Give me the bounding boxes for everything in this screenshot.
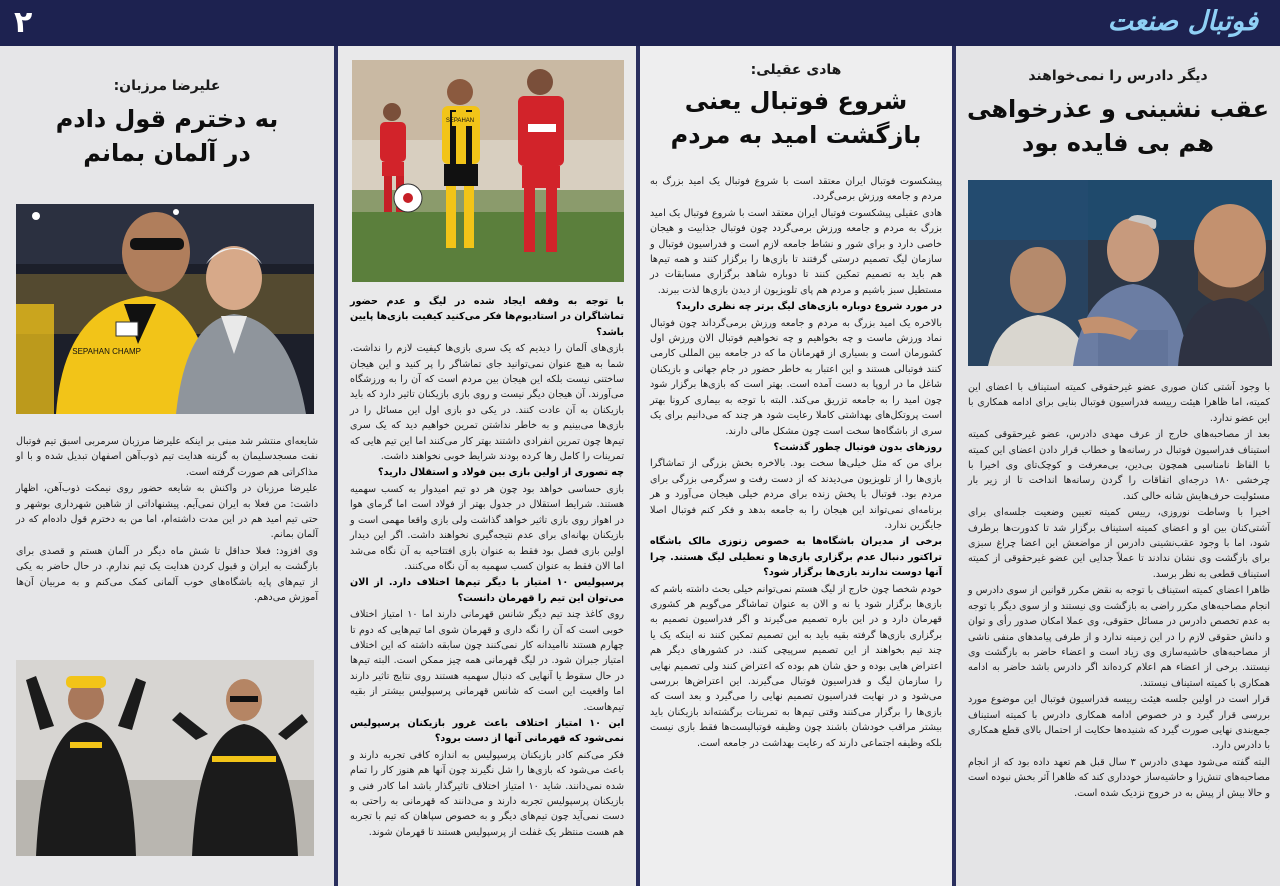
paragraph: وی افزود: فعلا حداقل تا شش ماه دیگر در آلمان هستم و قصدی برای بازگشت به ایران و قبول کردن هدایت یک تیم ندارم. در حال حاضر به یکی از تیم‌های پایه باشگاه‌های خوب آلمانی کمک می‌کنم و به مربیان آن‌ها آموزش می‌دهم. bbox=[16, 545, 318, 604]
article-headline bbox=[646, 84, 946, 152]
paragraph: پیشکسوت فوتبال ایران معتقد است با شروع فوتبال یک امید بزرگ به مردم و جامعه ورزش برمی‌گردد. bbox=[650, 176, 942, 203]
headline-line-2: هم بی فایده بود bbox=[1022, 129, 1214, 157]
question: با توجه به وقفه ایجاد شده در لیگ و عدم حضور تماشاگران در استادیوم‌ها فکر می‌کنید کیفیت بازی‌ها پایین باشد؟ bbox=[350, 296, 624, 338]
article-interview-continued bbox=[334, 46, 636, 886]
paragraph: فکر می‌کنم کادر بازیکنان پرسپولیس به اندازه کافی تجربه دارند و باعث می‌شود که بازی‌ها را شل نگیرند چون آنها هم هنوز کار را تمام شده نمی‌دانند. شاید ۱۰ امتیاز اختلاف تاثیرگذار باشد اما کادر فنی و بازیکنان پرسپولیس تجربه دارند و می‌دانند که قهرمانی به راحتی به دست نمی‌آید چون تیم‌های دیگر و به خصوص سپاهان که تیم با تجربه هم هست منتظر یک غفلت از پرسپولیس هستند تا قهرمان شوند. bbox=[350, 749, 625, 838]
article-body bbox=[968, 380, 1270, 802]
question: در مورد شروع دوباره بازی‌های لیگ برتر چه نظری دارید؟ bbox=[675, 301, 942, 313]
article-dadras bbox=[952, 46, 1280, 886]
article-headline bbox=[6, 102, 328, 170]
paragraph: روی کاغذ چند تیم دیگر شانس قهرمانی دارند اما ۱۰ امتیاز اختلاف خوبی است که آن را نگه داری و قهرمان شوی اما تیم‌هایی که دوم تا چهارم هستند ناامیدانه کار نمی‌کنند چون سابقه داشته که این اختلاف امتیاز جبران شود. در لیگ قهرمانی همه چیز ممکن است. البته تیم‌ها در حال سقوط یا آنهایی که دنبال سهمیه هستند روی نتایج تاثیر دارند اما واقعیت این است که شانس قهرمانی پرسپولیس بیشتر از بقیه تیم‌هاست. bbox=[350, 609, 624, 713]
paragraph: اخیرا با وساطت نوروزی، رییس کمیته تعیین وضعیت جلسه‌ای برای آشتی‌کنان بین او و اعضای کمیته استیناف برگزار شد تا کدورت‌ها برطرف شود، اما با وجود عقب‌نشینی دادرس از مواضعش این اعضا چراغ سبزی برای بازگشت وی نشان ندادند تا عملاً جدایی این عضو غیرحقوقی از کمیته استیناف قطعی به نظر برسد. bbox=[968, 507, 1270, 580]
paragraph: برای من که مثل خیلی‌ها سخت بود. بالاخره بخش بزرگی از تماشاگرا بازی‌ها را از تلویزیون می‌دیدند که از دست رفت و سرگرمی بزرگی برای مردم بود. فوتبال با پخش زنده برای مردم خیلی هیجان می‌آورد و هر برنامه‌ای نمی‌تواند این هیجان را به جامعه بدهد و فکر کنم فوتبال اصلا جایگزین ندارد. bbox=[650, 458, 942, 531]
question: برخی از مدیران باشگاه‌ها به خصوص زنوزی مالک باشگاه تراکتور دنبال عدم برگزاری بازی‌ها و تعطیلی لیگ هستند. چرا آنها دوست ندارند بازی‌ها برگزار شود؟ bbox=[650, 536, 942, 579]
question: این ۱۰ امتیاز اختلاف باعث غرور بازیکنان پرسپولیس نمی‌شود که قهرمانی آنها از دست برود؟ bbox=[350, 717, 625, 745]
paragraph: بازی حساسی خواهد بود چون هر دو تیم امیدوار به کسب سهمیه هستند. شرایط استقلال در جدول بهتر از فولاد است اما گرمای هوا در اهواز روی بازی تاثیر خواهد گذاشت ولی بازی واقعا مهمی است و بازیکنان بهانه‌ای برای عدم نتیجه‌گیری نخواهند داشت. اگر این دیدار اولین بازی فصل بود فقط به عنوان بازی افتتاحیه به آن نگاه می‌شد اما الان فقط به عنوان کسب سهمیه به آن نگاه می‌کنند. bbox=[350, 483, 624, 572]
headline-line-2: در آلمان بمانم bbox=[83, 139, 251, 167]
jersey-text: SEPAHAN bbox=[445, 118, 475, 124]
headline-line-1: به دخترم قول دادم bbox=[55, 105, 279, 133]
headline-line-1: عقب نشینی و عذرخواهی bbox=[967, 95, 1269, 123]
article-body bbox=[650, 174, 942, 752]
article-kicker: هادی عقیلی: bbox=[750, 62, 842, 78]
paragraph: هادی عقیلی پیشکسوت فوتبال ایران معتقد است با شروع فوتبال یک امید بزرگ به مردم و جامعه ورزش برمی‌گردد چون فوتبال جذابیت و هیجان خاصی دارد و برای شور و نشاط جامعه لازم است و فدراسیون فوتبال و سازمان لیگ تصمیم درستی گرفتند تا بازی‌ها را برگزار کنند و همه تیم‌ها هم باید به تصمیم تمکین کنند تا دوباره شاهد برگزاری مسابقات در مستطیل سبز باشیم و مردم هم پای تلویزیون از دیدن بازی‌ها لذت ببرند. bbox=[650, 207, 942, 296]
article-kicker: علیرضا مرزبان: bbox=[113, 78, 221, 94]
question: پرسپولیس ۱۰ امتیاز با دیگر تیم‌ها اختلاف دارد. از الان می‌توان این تیم را قهرمان دانست؟ bbox=[350, 577, 625, 604]
match-photo bbox=[352, 60, 624, 282]
article-body bbox=[16, 434, 318, 606]
question: چه تصوری از اولین بازی بین فولاد و استقلال دارید؟ bbox=[378, 467, 624, 479]
shirt-text: SEPAHAN CHAMP bbox=[72, 347, 141, 356]
dadras-photo bbox=[968, 180, 1272, 366]
paragraph: خودم شخصا چون خارج از لیگ هستم نمی‌توانم خیلی بحث داشته باشم که بازی‌ها برگزار شود یا نه و الان به عنوان تماشاگر می‌گویم هر کشوری قهرمان دارد و در این باره تصمیم می‌گیرند و اگر فدراسیون تصمیم به برگزاری بازی‌ها گرفته بقیه باید به این تصمیم تمکین کنند نه اینکه یک یا چند تیم بخواهند از این تصمیم سرپیچی کنند. در کشورهای دیگر هم اعتراض هایی بوده و حق شان هم بوده که اعتراض کنند ولی تصمیم نهایی را سازمان لیگ و فدراسیون فوتبال می‌گیرند. این اعتراض‌ها بررسی می‌شود و در نهایت فدراسیون تصمیم نهایی را می‌گیرد و بعد است که بازی‌ها را برگزار می‌کنند وقتی تیم‌ها به تمرینات برگشته‌اند بازیکنان باید بیشتر مراقب خودشان باشند چون وظیفه فوتبالیست‌ها فقط بازی نیست بلکه وظیفه اجتماعی دارند که رعایت بهداشت در جامعه است. bbox=[650, 583, 942, 749]
question: روزهای بدون فوتبال چطور گذشت؟ bbox=[773, 441, 942, 453]
paragraph: ظاهرا اعضای کمیته استیناف با توجه به نقض مکرر قوانین از سوی دادرس و انجام مصاحبه‌های مکرر راضی به بازگشت وی نیستند و از سوی دیگر با توجه به عدم تخصص دادرس در مسائل حقوقی، وی عملا امکان صدور رأی و توان و دانش حقوقی لازم را در این زمینه ندارد و از طرفی پیامدهای منفی ناشی از مصاحبه‌های حاشیه‌سازی وی زیاد است و اعضاء حاضر به بازگشت وی نیستند. برخی از اعضاء هم اعلام کرده‌اند اگر دادرس باشد حاضر به ادامه همکاری با کمیته استیناف نیستند. bbox=[968, 585, 1270, 689]
paragraph: قرار است در اولین جلسه هیئت رییسه فدراسیون فوتبال این موضوع مورد بررسی قرار گیرد و در خصوص ادامه همکاری دادرس با کمیته استیناف جمع‌بندی نهایی صورت گیرد که شنیده‌ها حکایت از احتمال بالای قطع همکاری با دادرس دارد. bbox=[968, 694, 1270, 752]
paragraph: البته گفته می‌شود مهدی دادرس ۳ سال قبل هم تعهد داده بود که از انجام مصاحبه‌های تنش‌زا و حاشیه‌ساز خودداری کند که ظاهرا آثر بخش نبوده است و حالا بیش از پیش به در خروج نزدیک شده است. bbox=[968, 756, 1270, 799]
paragraph: شایعه‌ای منتشر شد مبنی بر اینکه علیرضا مرزبان سرمربی اسبق تیم فوتبال نفت مسجدسلیمان به گزینه هدایت تیم ذوب‌آهن اصفهان تبدیل شده و با او مذاکراتی هم صورت گرفته است. bbox=[16, 436, 318, 478]
article-kicker: دیگر دادرس را نمی‌خواهند bbox=[1028, 68, 1208, 84]
marzban-photo-bottom bbox=[16, 660, 314, 856]
paragraph: بعد از مصاحبه‌های خارج از عرف مهدی دادرس، عضو غیرحقوقی کمیته استیناف فدراسیون فوتبال در رسانه‌ها و خطاب قرار دادن اعضای این کمیته با الفاظ نامناسبی همچون بی‌دین، بی‌معرفت و کوچک‌تای وی اخیرا با چرخشی ۱۸۰ درجه‌ای اتفاقات را گردن رسانه‌ها انداخت تا از زیر بار مسئولیت حرف‌هایش شانه خالی کند. bbox=[968, 429, 1270, 502]
publication-logo: فوتبال صنعت bbox=[1107, 6, 1258, 37]
article-headline bbox=[964, 92, 1272, 160]
headline-line-2: بازگشت امید به مردم bbox=[670, 121, 922, 149]
article-body bbox=[350, 294, 624, 841]
page-number: ۲ bbox=[14, 5, 33, 40]
paragraph: بازی‌های آلمان را دیدیم که یک سری بازی‌ها کیفیت لازم را نداشت. شما به هیچ عنوان نمی‌توانید جای تماشاگر را پر کنید و این هیجان ساختنی نیست بلکه این هیجان بین مردم است که آن را به ورزشگاه می‌آورند. آن هیجان دیگر نیست و روی بازی بازیکنان تاثیر دارد که باید بازیکنان به آن عادت کنند. در یکی دو بازی اول این مسائل را در بازی‌ها می‌بینیم و به خاطر نداشتن تمرین خواهیم دید که یک سری تیم‌ها چون تمرین انفرادی داشتند بهتر کار می‌کنند اما این تیم هایی که تمرینات را کامل رها کرده بودند شرایط خوبی نخواهند داشت. bbox=[350, 343, 624, 463]
marzban-photo-top bbox=[16, 204, 314, 414]
paragraph: بالاخره یک امید بزرگ به مردم و جامعه ورزش برمی‌گرداند چون فوتبال نماد ورزش ماست و چه بخواهیم و چه نخواهیم فوتبال الان ورزش اول کشورمان است و بسیاری از قهرمانان ما که در جامعه بین المللی کارمی کنند فوتبالی هستند و این اعتبار به خاطر حضور در جام جهانی و بازیکنان شاغل ما در اروپا به دست آمده است. بهتر است که بازی‌ها برگزار شود چون امید را به جامعه تزریق می‌کند. البته با توجه به بیماری کرونا بهتر است پروتکل‌های بهداشتی کاملا رعایت شود هر چند که می‌دانیم برای یک سری از باشگاه‌ها سخت است چون مشکل مالی دارند. bbox=[650, 317, 942, 437]
article-marzban bbox=[0, 46, 334, 886]
paragraph: با وجود آشتی کنان صوری عضو غیرحقوقی کمیته استیناف با اعضای این کمیته، اما ظاهرا هیئت رییسه فدراسیون فوتبال بنایی برای ادامه همکاری با این عضو ندارد. bbox=[968, 382, 1270, 424]
article-aghili bbox=[636, 46, 952, 886]
header-bar bbox=[0, 0, 1280, 46]
headline-line-1: شروع فوتبال یعنی bbox=[684, 87, 908, 115]
paragraph: علیرضا مرزبان در واکنش به شایعه حضور روی نیمکت ذوب‌آهن، اظهار داشت: من فعلا به ایران نمی‌آیم. پیشنهاداتی از شاهین شهرداری بوشهر و حتی تیم امید هم در این مدت داشته‌ام، اما من به دخترم قول داده‌ام که در آلمان بمانم. bbox=[16, 483, 318, 541]
